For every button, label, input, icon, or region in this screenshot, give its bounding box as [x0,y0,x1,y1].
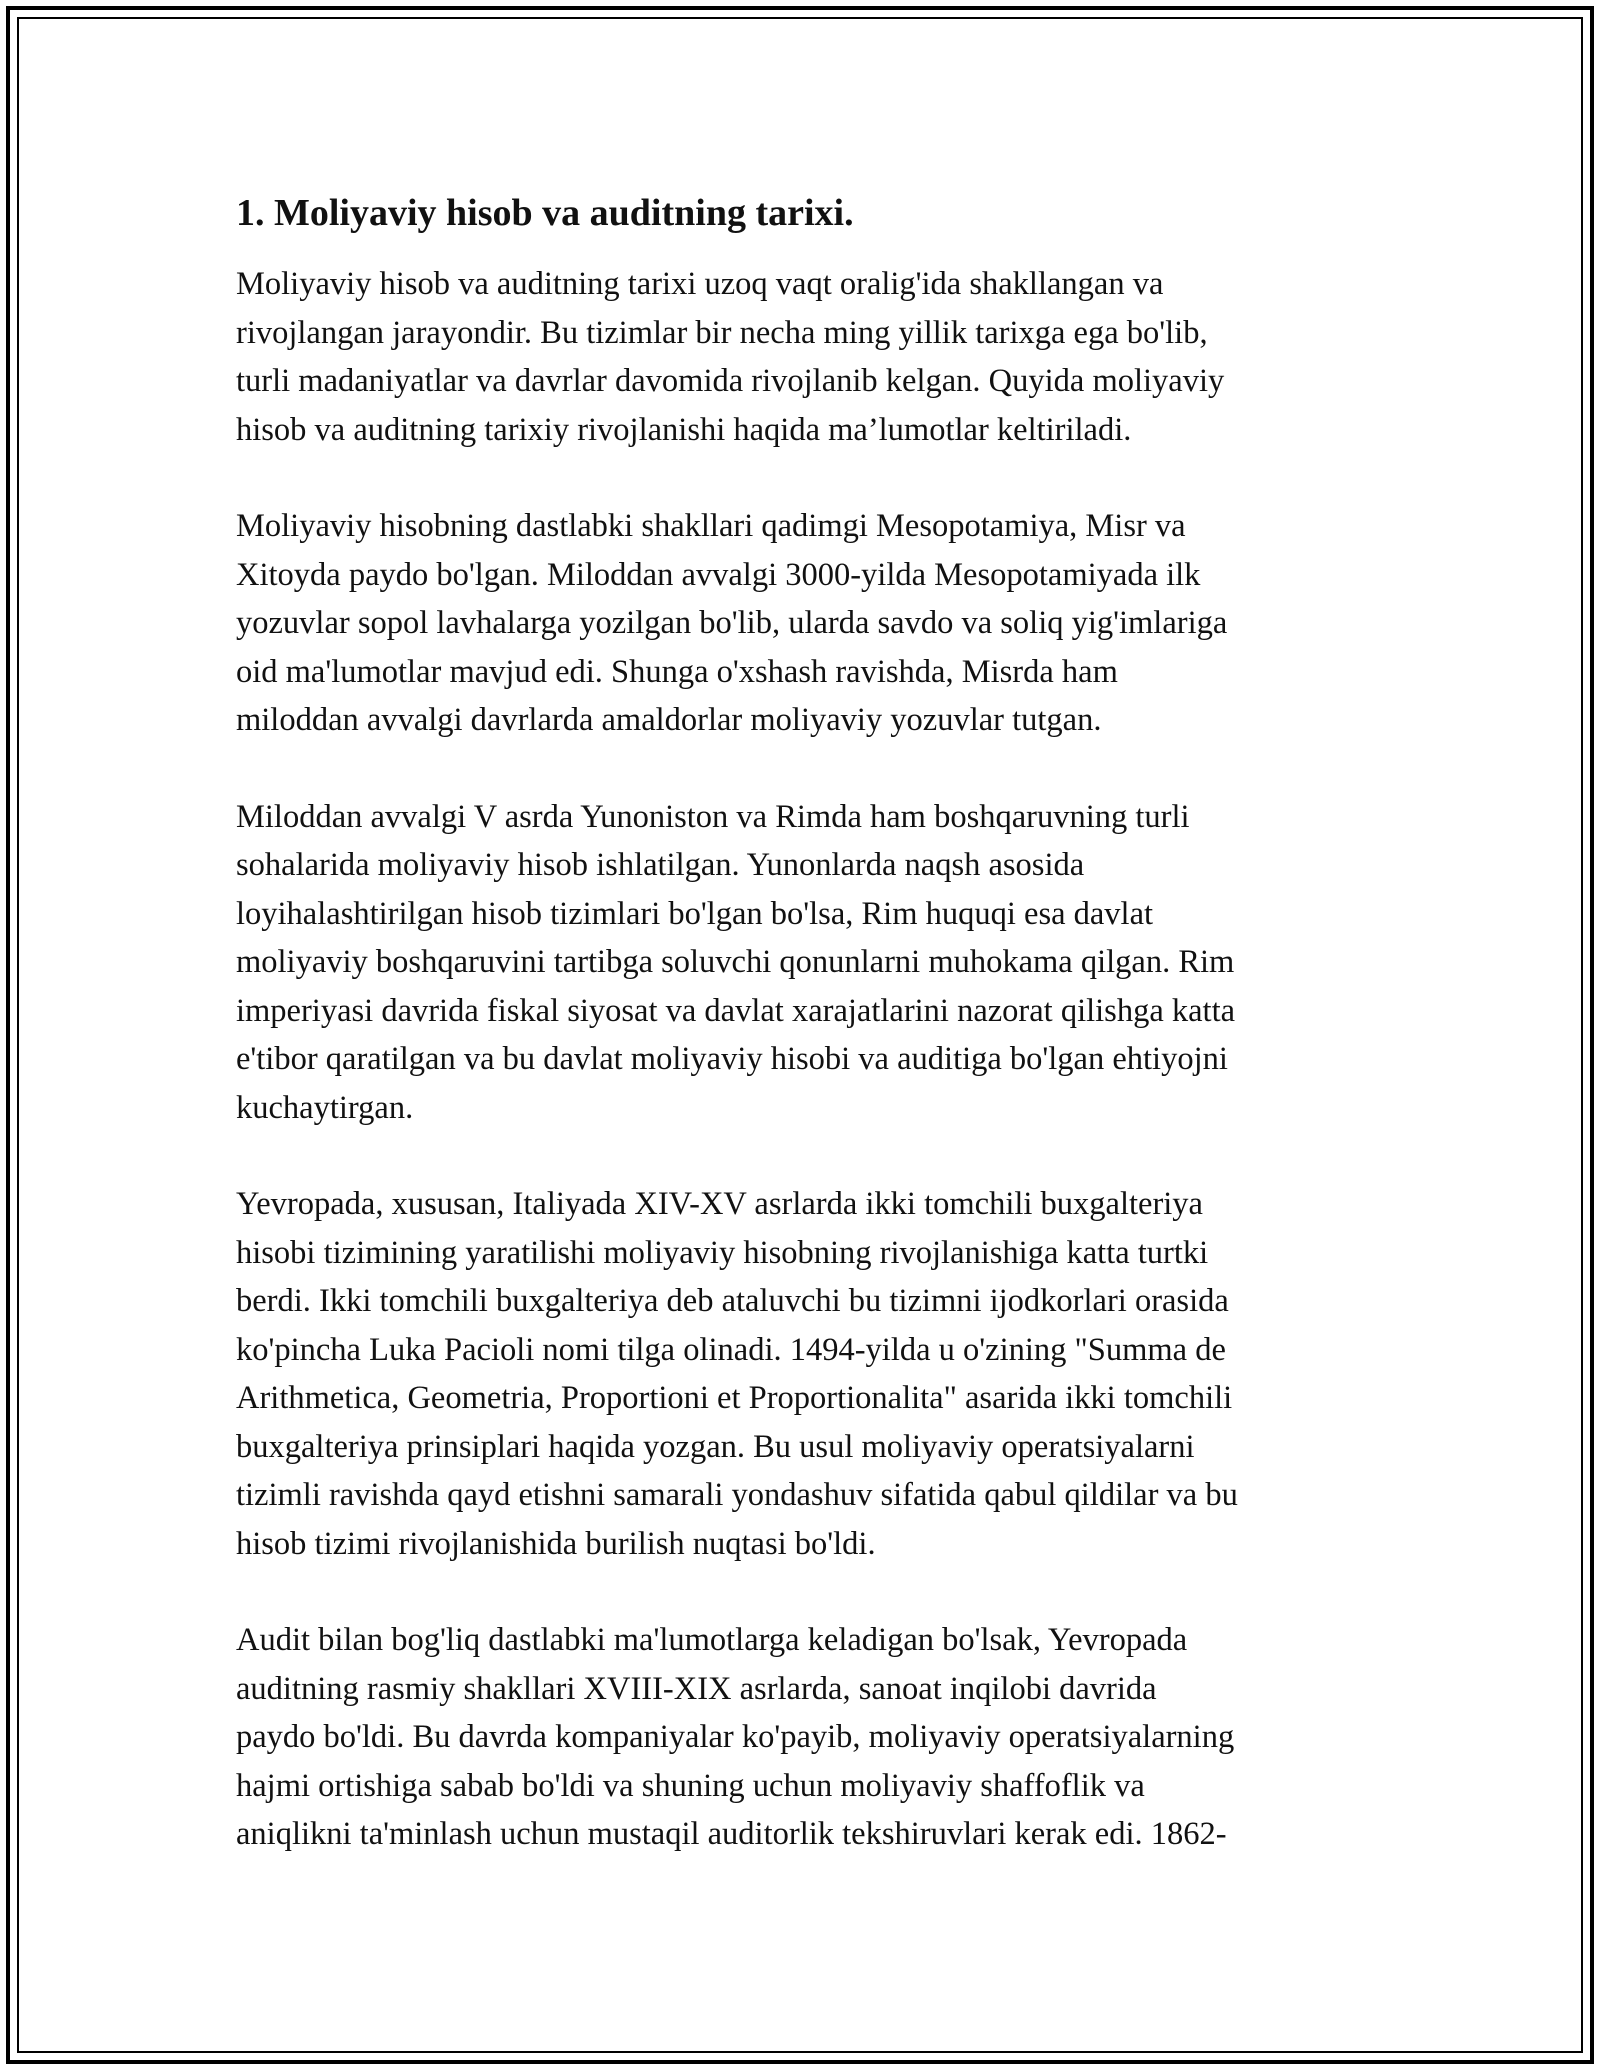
section-heading: 1. Moliyaviy hisob va auditning tarixi. [236,192,854,234]
text-line: aniqlikni ta'minlash uchun mustaqil auditorlik tekshiruvlari kerak edi. 1862- [236,1816,1227,1852]
document-body [236,188,1386,1907]
text-line: moliyaviy boshqaruvini tartibga soluvchi qonunlarni muhokama qilgan. Rim [236,944,1235,980]
text-line: Arithmetica, Geometria, Proportioni et Proportionalita" asarida ikki tomchili [236,1380,1233,1416]
text-line: Moliyaviy hisobning dastlabki shakllari qadimgi Mesopotamiya, Misr va [236,508,1186,544]
text-line: berdi. Ikki tomchili buxgalteriya deb ataluvchi bu tizimni ijodkorlari orasida [236,1283,1229,1319]
text-line: buxgalteriya prinsiplari haqida yozgan. Bu usul moliyaviy operatsiyalarni [236,1428,1195,1465]
text-line: sohalarida moliyaviy hisob ishlatilgan. Yunonlarda naqsh asosida [236,847,1085,883]
text-line: e'tibor qaratilgan va bu davlat moliyaviy hisobi va auditiga bo'lgan ehtiyojni [236,1041,1228,1077]
text-line: kuchaytirgan. [236,1089,414,1126]
text-line: oid ma'lumotlar mavjud edi. Shunga o'xshash ravishda, Misrda ham [236,653,1118,690]
paragraph-3 [236,793,1386,1133]
text-line: auditning rasmiy shakllari XVIII-XIX asrlarda, sanoat inqilobi davrida [236,1670,1157,1707]
text-line: Yevropada, xususan, Italiyada XIV-XV asrlarda ikki tomchili buxgalteriya [236,1186,1203,1222]
text-line: yozuvlar sopol lavhalarga yozilgan bo'lib, ularda savdo va soliq yig'imlariga [236,605,1228,641]
text-line: Audit bilan bog'liq dastlabki ma'lumotlarga keladigan bo'lsak, Yevropada [236,1622,1188,1658]
text-line: ko'pincha Luka Pacioli nomi tilga olinadi. 1494-yilda u o'zining "Summa de [236,1331,1226,1368]
text-line: Moliyaviy hisob va auditning tarixi uzoq vaqt oralig'ida shakllangan va [236,266,1164,302]
paragraph-1 [236,260,1386,454]
text-line: hisob va auditning tarixiy rivojlanishi haqida ma’lumotlar keltiriladi. [236,411,1132,448]
paragraph-4 [236,1180,1386,1568]
text-line: paydo bo'ldi. Bu davrda kompaniyalar ko'payib, moliyaviy operatsiyalarning [236,1719,1235,1755]
text-line: hisob tizimi rivojlanishida burilish nuqtasi bo'ldi. [236,1525,876,1562]
text-line: loyihalashtirilgan hisob tizimlari bo'lgan bo'lsa, Rim huquqi esa davlat [236,895,1154,932]
paragraph-5 [236,1616,1386,1859]
text-line: Miloddan avvalgi V asrda Yunoniston va Rimda ham boshqaruvning turli [236,798,1190,835]
text-line: tizimli ravishda qayd etishni samarali yondashuv sifatida qabul qildilar va bu [236,1477,1238,1513]
text-line: rivojlangan jarayondir. Bu tizimlar bir necha ming yillik tarixga ega bo'lib, [236,314,1208,351]
text-line: miloddan avvalgi davrlarda amaldorlar moliyaviy yozuvlar tutgan. [236,702,1102,738]
text-line: hajmi ortishiga sabab bo'ldi va shuning uchun moliyaviy shaffoflik va [236,1767,1145,1804]
text-line: hisobi tizimining yaratilishi moliyaviy hisobning rivojlanishiga katta turtki [236,1234,1209,1271]
text-line: Xitoyda paydo bo'lgan. Miloddan avvalgi 3000-yilda Mesopotamiyada ilk [236,556,1201,593]
text-line: imperiyasi davrida fiskal siyosat va davlat xarajatlarini nazorat qilishga katta [236,992,1236,1029]
text-line: turli madaniyatlar va davrlar davomida rivojlanib kelgan. Quyida moliyaviy [236,363,1225,399]
paragraph-2 [236,502,1386,745]
